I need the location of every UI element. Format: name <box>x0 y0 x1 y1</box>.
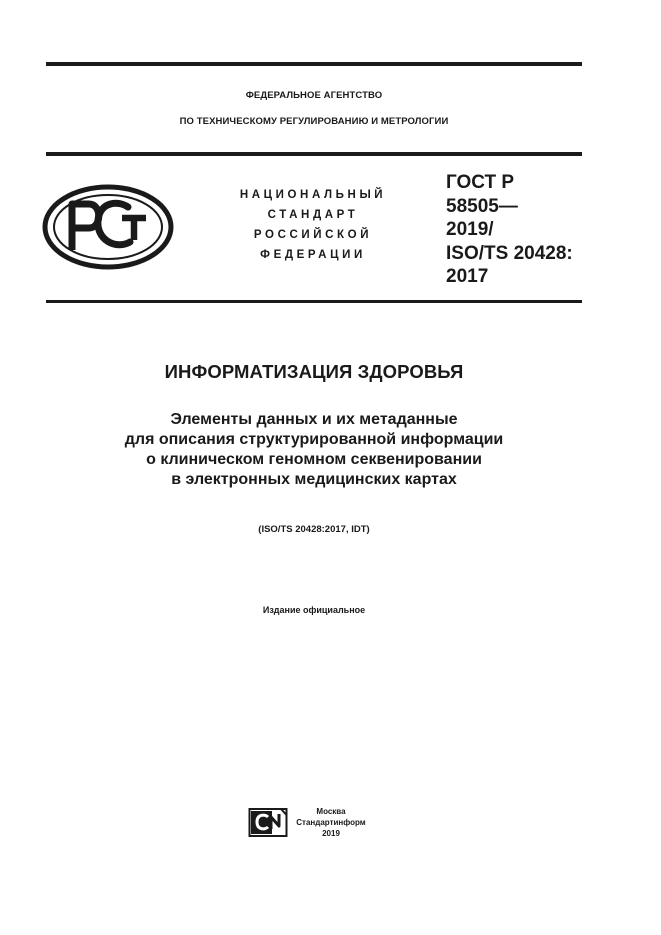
iso-reference: (ISO/TS 20428:2017, IDT) <box>258 524 370 535</box>
middle-rule <box>46 152 582 156</box>
subtitle-line: Элементы данных и их метаданные <box>170 411 458 428</box>
subtitle <box>46 410 582 490</box>
subtitle-line: в электронных медицинских картах <box>171 471 457 488</box>
designation-line: 58505— <box>446 195 518 217</box>
top-rule <box>46 62 582 66</box>
national-line: НАЦИОНАЛЬНЫЙ <box>239 189 387 201</box>
subtitle-line: для описания структурированной информации <box>124 431 504 448</box>
agency-line-1: ФЕДЕРАЛЬНОЕ АГЕНТСТВО <box>245 90 383 101</box>
designation-line: 2019/ <box>446 219 494 240</box>
publisher-imprint <box>288 806 374 839</box>
national-line: РОССИЙСКОЙ <box>253 229 373 241</box>
bottom-rule <box>46 300 582 303</box>
national-line: СТАНДАРТ <box>267 209 359 221</box>
publisher-city: Москва <box>316 807 346 816</box>
national-standard-label <box>218 185 408 265</box>
edition-label: Издание официальное <box>262 605 366 615</box>
main-title: ИНФОРМАТИЗАЦИЯ ЗДОРОВЬЯ <box>164 361 464 382</box>
designation-line: ISO/TS 20428: <box>446 242 573 264</box>
subtitle-line: о клиническом геномном секвенировании <box>146 451 482 468</box>
national-line: ФЕДЕРАЦИИ <box>260 249 366 261</box>
agency-line-2: ПО ТЕХНИЧЕСКОМУ РЕГУЛИРОВАНИЮ И МЕТРОЛОГИИ <box>179 116 449 127</box>
standartinform-logo-icon <box>248 806 288 838</box>
designation-line: ГОСТ Р <box>446 172 515 193</box>
publisher-name: Стандартинформ <box>296 818 366 827</box>
publisher-year: 2019 <box>322 829 340 838</box>
rst-logo-icon <box>42 184 174 270</box>
designation-line: 2017 <box>446 266 489 287</box>
standard-designation <box>446 171 586 289</box>
